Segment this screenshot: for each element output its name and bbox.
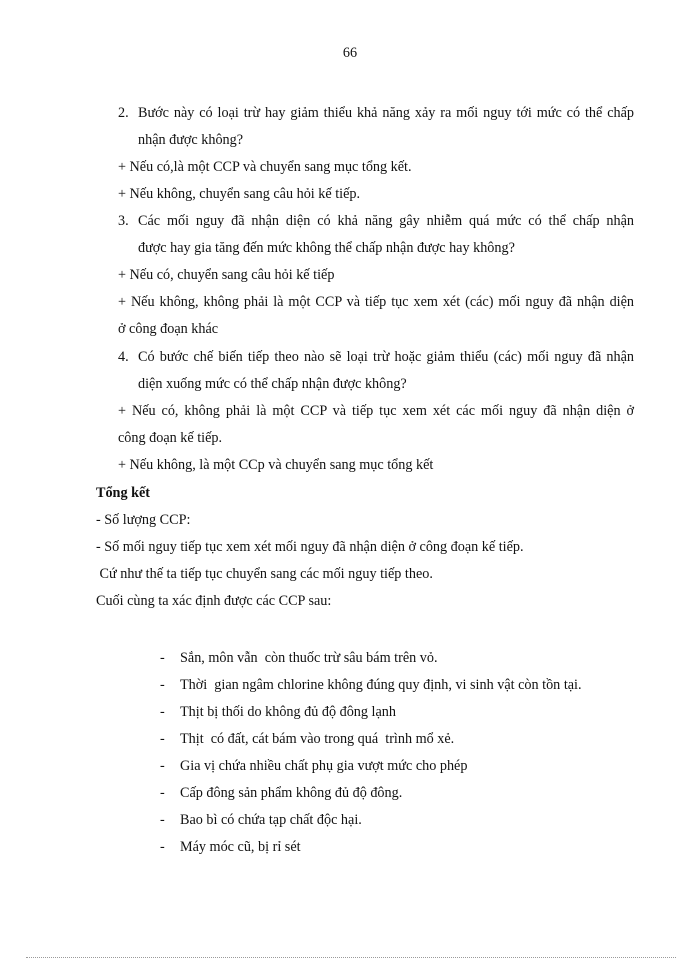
list-bullet: -	[160, 650, 165, 666]
list-item-text: Thịt bị thối do không đủ độ đông lạnh	[180, 704, 396, 720]
page-number: 66	[342, 45, 358, 61]
list-item-text: Thời gian ngâm chlorine không đúng quy định, vi sinh vật còn tồn tại.	[180, 677, 582, 693]
list-item-text: Sắn, môn vẫn còn thuốc trừ sâu bám trên vỏ.	[180, 650, 438, 666]
question-2-yes: + Nếu có,là một CCP và chuyển sang mục tổng kết.	[118, 159, 412, 175]
summary-continue-text: Cứ như thế ta tiếp tục chuyển sang các mối nguy tiếp theo.	[96, 566, 433, 582]
question-2-line-1: Bước này có loại trừ hay giảm thiểu khả năng xảy ra mối nguy tới mức có thể chấp	[138, 105, 634, 121]
list-item-text: Gia vị chứa nhiều chất phụ gia vượt mức cho phép	[180, 758, 468, 774]
question-3-line-2: được hay gia tăng đến mức không thể chấp nhận được hay không?	[138, 240, 515, 256]
list-item-text: Máy móc cũ, bị rỉ sét	[180, 839, 301, 855]
question-4-yes-line-1: + Nếu có, không phải là một CCP và tiếp tục xem xét các mối nguy đã nhận diện ở	[118, 403, 634, 419]
question-2-no: + Nếu không, chuyển sang câu hỏi kế tiếp.	[118, 186, 361, 202]
question-2-line-2: nhận được không?	[138, 132, 244, 148]
question-4-number: 4.	[118, 349, 129, 365]
question-3-yes: + Nếu có, chuyển sang câu hỏi kế tiếp	[118, 267, 335, 283]
summary-conclusion-text: Cuối cùng ta xác định được các CCP sau:	[96, 593, 332, 609]
question-4-no: + Nếu không, là một CCp và chuyển sang mục tổng kết	[118, 457, 434, 473]
question-3-no-line-2: ở công đoạn khác	[118, 321, 219, 337]
list-bullet: -	[160, 758, 165, 774]
question-4-line-1: Có bước chế biến tiếp theo nào sẽ loại trừ hoặc giảm thiểu (các) mối nguy đã nhận	[138, 349, 634, 365]
list-bullet: -	[160, 839, 165, 855]
list-bullet: -	[160, 785, 165, 801]
question-4-yes-line-2: công đoạn kế tiếp.	[118, 430, 223, 446]
page-bottom-divider	[26, 957, 676, 958]
list-bullet: -	[160, 677, 165, 693]
question-3-no-line-1: + Nếu không, không phải là một CCP và tiếp tục xem xét (các) mối nguy đã nhận diện	[118, 294, 634, 310]
list-bullet: -	[160, 704, 165, 720]
question-4-line-2: diện xuống mức có thể chấp nhận được không?	[138, 376, 407, 392]
question-3-line-1: Các mối nguy đã nhận diện có khả năng gây nhiễm quá mức có thể chấp nhận	[138, 213, 634, 229]
question-3-number: 3.	[118, 213, 129, 229]
summary-hazard-count: - Số mối nguy tiếp tục xem xét mối nguy đã nhận diện ở công đoạn kế tiếp.	[96, 539, 524, 555]
list-item-text: Cấp đông sản phẩm không đủ độ đông.	[180, 785, 403, 801]
list-bullet: -	[160, 812, 165, 828]
list-bullet: -	[160, 731, 165, 747]
question-2-number: 2.	[118, 105, 129, 121]
list-item-text: Thịt có đất, cát bám vào trong quá trình mổ xẻ.	[180, 731, 455, 747]
summary-ccp-count: - Số lượng CCP:	[96, 512, 191, 528]
summary-heading: Tổng kết	[96, 485, 150, 501]
list-item-text: Bao bì có chứa tạp chất độc hại.	[180, 812, 362, 828]
